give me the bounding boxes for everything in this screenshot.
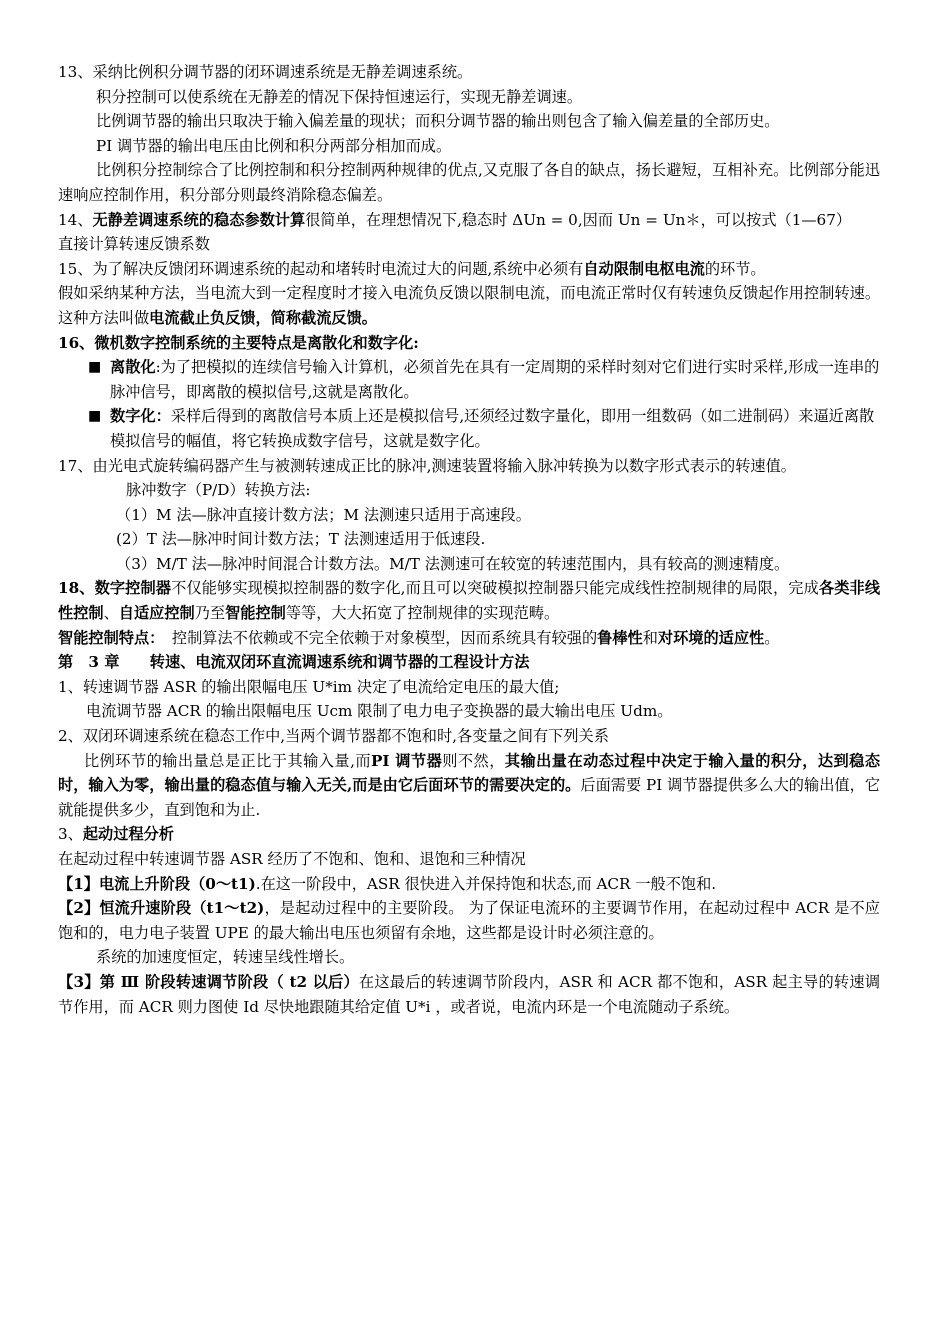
para-18: 18、数字控制器不仅能够实现模拟控制器的数字化,而且可以突破模拟控制器只能完成线性控制规律的局限，完成各类非线性控制、自适应控制乃至智能控制等等，大大拓宽了控制规律的实现范畴。 (58, 579, 881, 623)
para-15-b: 假如采纳某种方法，当电流大到一定程度时才接入电流负反馈以限制电流，而电流正常时仅有转速负反馈起作用控制转速。这种方法叫做电流截止负反馈，简称截流反馈。 (58, 284, 880, 327)
para-16-heading: 16、微机数字控制系统的主要特点是离散化和数字化: (58, 333, 419, 352)
para-13-heading: 13、采纳比例积分调节器的闭环调速系统是无静差调速系统。 (58, 63, 473, 81)
para-c2: 2、双闭环调速系统在稳态工作中,当两个调节器都不饱和时,各变量之间有下列关系 (58, 727, 609, 746)
para-13-c: PI 调节器的输出电压由比例和积分两部分相加而成。 (96, 136, 452, 155)
para-17-a: 脉冲数字（P/D）转换方法: (126, 481, 311, 500)
para-13-b: 比例调节器的输出只取决于输入偏差量的现状；而积分调节器的输出则包含了输入偏差量的全部历史。 (96, 112, 780, 131)
para-17: 17、由光电式旋转编码器产生与被测转速成正比的脉冲,测速装置将输入脉冲转换为以数字形式表示的转速值。 (58, 456, 796, 475)
para-14: 14、无静差调速系统的稳态参数计算很简单，在理想情况下,稳态时 ΔUn = 0,因而 Un = Un＊，可以按式（1—67） (58, 210, 852, 229)
para-c2-b: 比例环节的输出量总是正比于其输入量,而PI 调节器则不然，其输出量在动态过程中决定于输入量的积分，达到稳态时，输入为零，输出量的稳态值与输入无关,而是由它后面环节的需要决定的。后面需要 PI 调节器提供多么大的输出值，它就能提供多少，直到饱和为止. (58, 751, 881, 819)
bullet-item-discretization: ■ 离散化:为了把模拟的连续信号输入计算机，必须首先在具有一定周期的采样时刻对它们进行实时采样,形成一连串的脉冲信号，即离散的模拟信号,这就是离散化。 (58, 355, 880, 404)
para-13-a: 积分控制可以使系统在无静差的情况下保持恒速运行，实现无静差调速。 (96, 87, 582, 106)
bold-text: 无静差调速系统的稳态参数计算 (92, 210, 306, 229)
bold-text: 自动限制电枢电流 (583, 259, 705, 278)
para-stage-2: 【2】恒流升速阶段（t1～t2)，是起动过程中的主要阶段。 为了保证电流环的主要调节作用，在起动过程中 ACR 是不应饱和的，电力电子装置 UPE 的最大输出电压也须留有余地，这些都是设计时必须注意的。 (58, 899, 880, 942)
para-17-m3: （3）M/T 法—脉冲时间混合计数方法。M/T 法测速可在较宽的转速范围内，具有较高的测速精度。 (116, 554, 790, 573)
square-bullet-icon: ■ (88, 359, 102, 376)
para-stage-1: 【1】电流上升阶段（0～t1).在这一阶段中，ASR 很快进入并保持饱和状态,而 ACR 一般不饱和. (58, 874, 717, 893)
para-stage-3: 【3】第 Ⅲ 阶段转速调节阶段（ t2 以后）在这最后的转速调节阶段内，ASR 和 ACR 都不饱和，ASR 起主导的转速调节作用，而 ACR 则力图使 Id 尽快地跟随其给定值 U*i ，或者说，电流内环是一个电流随动子系统。 (58, 972, 881, 1016)
para-c3-heading: 3、起动过程分析 (58, 825, 174, 844)
bold-text: 电流截止负反馈，简称截流反馈。 (149, 308, 377, 327)
para-13-d: 比例积分控制综合了比例控制和积分控制两种规律的优点,又克服了各自的缺点，扬长避短，互相补充。比例部分能迅速响应控制作用，积分部分则最终消除稳态偏差。 (58, 161, 880, 204)
para-17-m1: （1）M 法—脉冲直接计数方法；M 法测速只适用于高速段。 (116, 505, 531, 524)
para-14-b: 直接计算转速反馈系数 (58, 235, 210, 254)
para-c3-a: 在起动过程中转速调节器 ASR 经历了不饱和、饱和、退饱和三种情况 (58, 850, 526, 868)
document-page (58, 60, 880, 1019)
square-bullet-icon: ■ (88, 408, 102, 425)
para-c1: 1、转速调节器 ASR 的输出限幅电压 U*im 决定了电流给定电压的最大值; (58, 677, 560, 696)
chapter-heading: 第 3 章 转速、电流双闭环直流调速系统和调节器的工程设计方法 (58, 653, 530, 672)
para-intelligent-control: 智能控制特点： 控制算法不依赖或不完全依赖于对象模型，因而系统具有较强的鲁棒性和对环境的适应性。 (58, 628, 780, 647)
para-17-m2: (2）T 法—脉冲时间计数方法；T 法测速适用于低速段. (116, 530, 486, 549)
para-15: 15、为了解决反馈闭环调速系统的起动和堵转时电流过大的问题,系统中必须有自动限制电枢电流的环节。 (58, 259, 766, 278)
para-stage-2-b: 系统的加速度恒定，转速呈线性增长。 (96, 948, 355, 967)
bullet-item-digitization: ■ 数字化：采样后得到的离散信号本质上还是模拟信号,还须经过数字量化，即用一组数码（如二进制码）来逼近离散模拟信号的幅值，将它转换成数字信号，这就是数字化。 (58, 404, 880, 453)
para-c1-b: 电流调节器 ACR 的输出限幅电压 Ucm 限制了电力电子变换器的最大输出电压 Udm。 (86, 702, 673, 721)
